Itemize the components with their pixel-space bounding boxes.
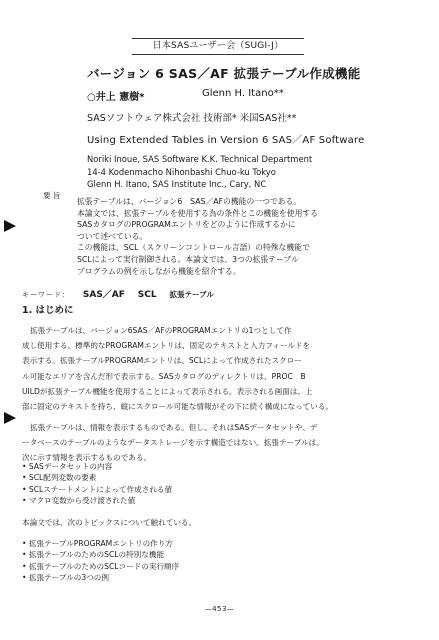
abstract-line: ついて述べている。 <box>77 231 148 241</box>
margin-arrow-icon <box>4 220 16 232</box>
paragraph-line: ル可能なエリアを含んだ形で表示する。SASカタログのディレクトリは、PROC B <box>22 371 306 381</box>
margin-arrow-icon <box>4 412 16 424</box>
list-item: • 拡張テーブルのためのSCLコードの実行順序 <box>22 561 180 571</box>
topics-list <box>22 538 179 583</box>
list-item: • 拡張テーブルの3つの例 <box>22 572 109 582</box>
abstract-line: SASカタログのPROGRAMエントリをどのように作成するかに <box>77 220 296 230</box>
keyword: SAS／AF <box>82 290 125 300</box>
list-item: • 拡張テーブルPROGRAMエントリの作り方 <box>22 539 173 548</box>
affiliation-en-line: Glenn H. Itano, SAS Institute Inc., Cary, NC <box>87 179 267 190</box>
list-item: • 拡張テーブルのためのSCLの特別な機能 <box>22 550 165 560</box>
abstract-line: 本論文では、拡張テーブルを使用する為の条件とこの機能を使用する <box>77 208 318 218</box>
paragraph-line: 成し使用する。標準的なPROGRAMエントリは、固定のテキストと入力フィールドを <box>22 341 311 351</box>
paragraph-line: 部に固定のテキストを持ち、縦にスクロール可能な情報がその下に続く構成になっている。 <box>22 402 334 412</box>
list-item: • SASデータセットの内容 <box>22 462 113 471</box>
intro-paragraph-1 <box>22 323 417 414</box>
list-item: • SCLステートメントによって作成される値 <box>22 484 173 494</box>
paper-title-ja: バージョン 6 SAS／AF 拡張テーブル作成機能 <box>87 66 361 81</box>
keywords <box>22 287 214 300</box>
abstract-line: SCLによって実行制御される。本論文では、3つの拡張テーブル <box>77 254 299 264</box>
paragraph-line: 表示する。拡張テーブルPROGRAMエントリは、SCLによって作成されたスクロー <box>22 356 302 366</box>
keywords-label: キーワード： <box>22 291 70 299</box>
topics-intro: 本論文では、次のトピックスについて触れている。 <box>22 518 197 527</box>
abstract-line: この機能は、SCL（スクリーンコントロール言語）の特殊な機能で <box>77 243 310 253</box>
paper-title-en: Using Extended Tables in Version 6 SAS／AF Software <box>87 135 365 146</box>
paragraph-line: 拡張テーブルは、バージョン6SAS／AFのPROGRAMエントリの1つとして作 <box>30 326 292 335</box>
affiliation-ja: SASソフトウェア株式会社 技術部* 米国SAS社** <box>87 113 297 124</box>
abstract <box>77 196 377 277</box>
abstract-line: プログラムの例を示しながら機能を紹介する。 <box>77 266 241 276</box>
keyword: 拡張テーブル <box>169 290 214 299</box>
page-number: —453— <box>204 605 235 613</box>
paragraph-line: UILDが拡張テーブル機能を使用することによって表示される。表示される画面は、上 <box>22 386 313 396</box>
keyword: SCL <box>137 290 157 300</box>
affiliation-en-line: Noriki Inoue, SAS Software K.K. Technical Department <box>87 154 313 164</box>
paragraph-line: 拡張テーブルは、情報を表示するものである。但し、それはSASデータセットや、デ <box>30 423 318 432</box>
author-inoue: ○井上 憲樹* <box>87 92 145 103</box>
author-itano: Glenn H. Itano** <box>202 88 284 99</box>
list-item: • SCL配列変数の要素 <box>22 473 97 483</box>
display-items-list <box>22 461 172 506</box>
abstract-label: 要 旨 <box>43 191 61 200</box>
abstract-line: 拡張テーブルは、バージョン6 SAS／AFの機能の一つである。 <box>77 197 302 206</box>
list-item: • マクロ変数から受け渡された値 <box>22 495 136 505</box>
conference-header: 日本SASユーザー会（SUGI-J） <box>132 38 304 55</box>
paragraph-line: ータベースのテーブルのようなデータストレージを示す構造ではない。拡張テーブルは、 <box>22 438 324 448</box>
authors-ja <box>87 88 284 103</box>
section-heading: 1. はじめに <box>22 305 74 316</box>
affiliation-en-line: 14-4 Kodenmacho Nihonbashi Chuo-ku Tokyo <box>87 166 276 177</box>
intro-paragraph-2 <box>22 420 417 466</box>
affiliation-en <box>87 153 312 191</box>
paragraph-line: 次に示す情報を表示するものである。 <box>22 453 152 463</box>
